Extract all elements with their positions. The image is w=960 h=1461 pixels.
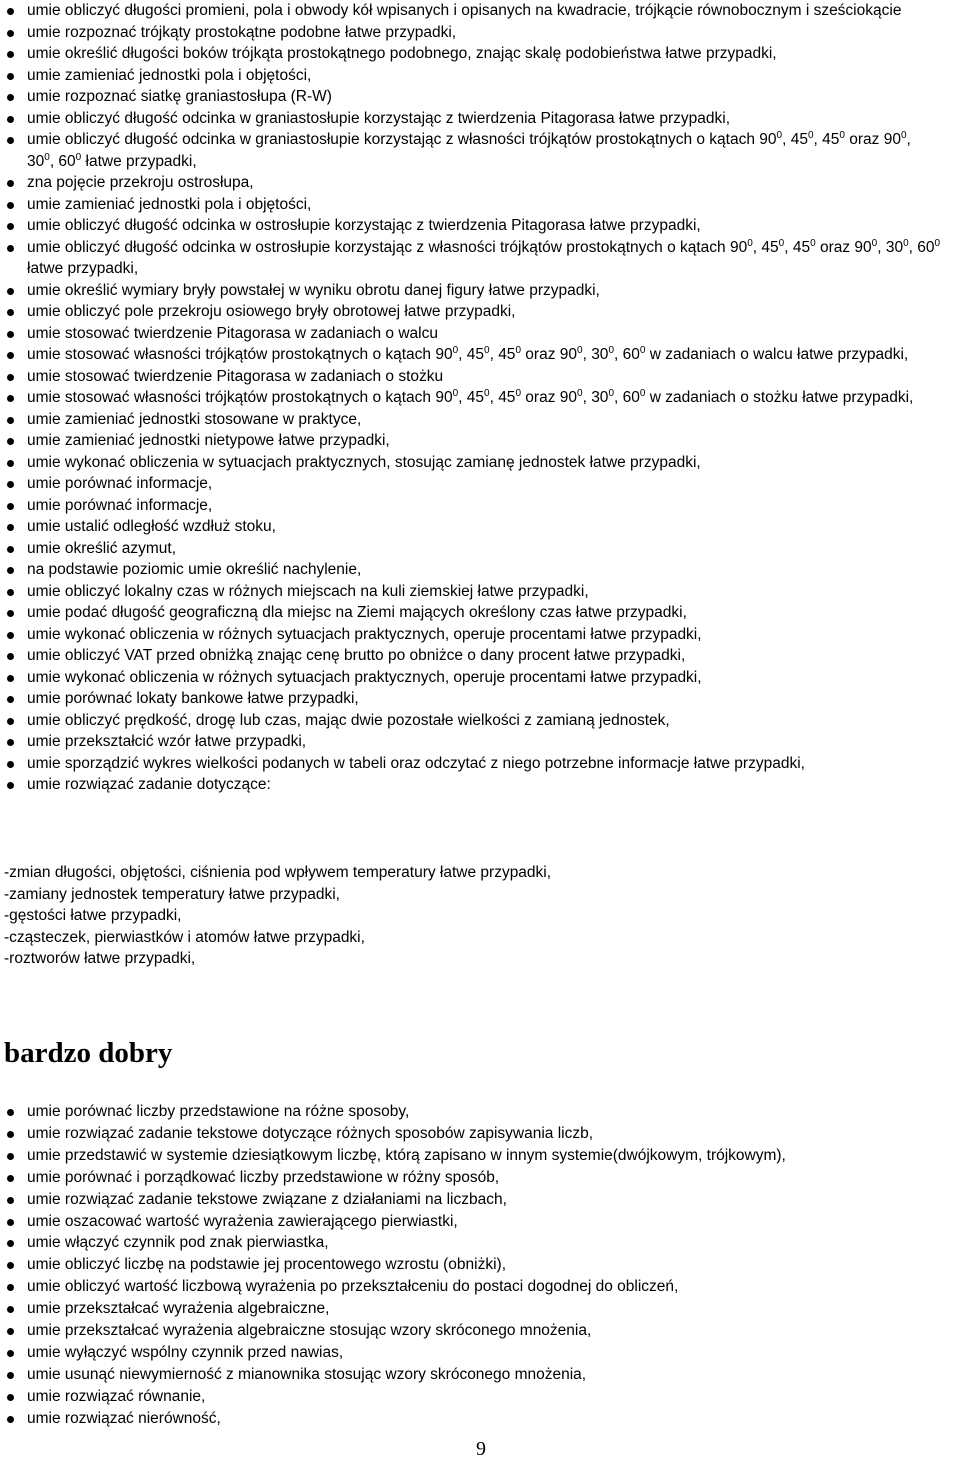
list-item: umie rozwiązać zadanie dotyczące: <box>5 774 941 796</box>
list-item: umie wykonać obliczenia w różnych sytuacjach praktycznych, operuje procentami łatwe przypadki, <box>5 624 941 646</box>
list-item: umie rozpoznać trójkąty prostokątne podobne łatwe przypadki, <box>5 22 941 44</box>
list-item: umie wykonać obliczenia w różnych sytuacjach praktycznych, operuje procentami łatwe przypadki, <box>5 667 941 689</box>
dash-list <box>4 862 954 970</box>
list-item: umie rozpoznać siatkę graniastosłupa (R-W) <box>5 86 941 108</box>
list-item: na podstawie poziomic umie określić nachylenie, <box>5 559 941 581</box>
list-item: umie przekształcać wyrażenia algebraiczne stosując wzory skróconego mnożenia, <box>5 1320 941 1342</box>
dash-item: -zmian długości, objętości, ciśnienia pod wpływem temperatury łatwe przypadki, <box>4 864 552 881</box>
list-item: umie porównać informacje, <box>5 495 941 517</box>
list-item: umie rozwiązać równanie, <box>5 1386 941 1408</box>
dash-item: -roztworów łatwe przypadki, <box>4 950 196 967</box>
list-item: umie porównać i porządkować liczby przedstawione w różny sposób, <box>5 1167 941 1189</box>
list-item: umie porównać liczby przedstawione na różne sposoby, <box>5 1101 941 1123</box>
list-item: umie ustalić odległość wzdłuż stoku, <box>5 516 941 538</box>
requirements-list-section1 <box>5 0 955 796</box>
list-item: umie określić azymut, <box>5 538 941 560</box>
requirements-list-section2 <box>5 1101 955 1430</box>
list-item: umie stosować twierdzenie Pitagorasa w zadaniach o walcu <box>5 323 941 345</box>
list-item: umie obliczyć długość odcinka w ostrosłupie korzystając z własności trójkątów prostokątnych o kątach $90^0$, $45^0$, $45^0$ oraz $90^0$, $30^0$, $60^0$ łatwe przypadki, <box>5 237 941 280</box>
dash-item: -zamiany jednostek temperatury łatwe przypadki, <box>4 885 340 903</box>
list-item: umie wyłączyć wspólny czynnik przed nawias, <box>5 1342 941 1364</box>
list-item: umie rozwiązać zadanie tekstowe związane z działaniami na liczbach, <box>5 1189 941 1211</box>
list-item: umie obliczyć lokalny czas w różnych miejscach na kuli ziemskiej łatwe przypadki, <box>5 581 941 603</box>
list-item: umie włączyć czynnik pod znak pierwiastka, <box>5 1232 941 1254</box>
list-item: umie stosować własności trójkątów prostokątnych o kątach $90^0$, $45^0$, $45^0$ oraz $90^0$, $30^0$, $60^0$ w zadaniach o walcu łatwe przypadki, <box>5 344 941 366</box>
list-item: umie obliczyć długość odcinka w graniastosłupie korzystając z własności trójkątów prostokątnych o kątach $90^0$, $45^0$, $45^0$ oraz $90^0$, $30^0$, $60^0$ łatwe przypadki, <box>5 129 941 172</box>
list-item: umie zamieniać jednostki nietypowe łatwe przypadki, <box>5 430 941 452</box>
list-item: umie określić długości boków trójkąta prostokątnego podobnego, znając skalę podobieństwa łatwe przypadki, <box>5 43 941 65</box>
list-item: umie obliczyć długość odcinka w graniastosłupie korzystając z twierdzenia Pitagorasa łatwe przypadki, <box>5 108 941 130</box>
list-item: umie porównać informacje, <box>5 473 941 495</box>
list-item: umie usunąć niewymierność z mianownika stosując wzory skróconego mnożenia, <box>5 1364 941 1386</box>
list-item: umie rozwiązać nierówność, <box>5 1408 941 1430</box>
list-item: umie zamieniać jednostki stosowane w praktyce, <box>5 409 941 431</box>
list-item: umie obliczyć pole przekroju osiowego bryły obrotowej łatwe przypadki, <box>5 301 941 323</box>
list-item: umie stosować własności trójkątów prostokątnych o kątach $90^0$, $45^0$, $45^0$ oraz $90^0$, $30^0$, $60^0$ w zadaniach o stożku łatwe przypadki, <box>5 387 941 409</box>
list-item: umie zamieniać jednostki pola i objętości, <box>5 65 941 87</box>
list-item: umie podać długość geograficzną dla miejsc na Ziemi mających określony czas łatwe przypadki, <box>5 602 941 624</box>
list-item: umie sporządzić wykres wielkości podanych w tabeli oraz odczytać z niego potrzebne informacje łatwe przypadki, <box>5 753 941 775</box>
list-item: umie porównać lokaty bankowe łatwe przypadki, <box>5 688 941 710</box>
list-item: umie zamieniać jednostki pola i objętości, <box>5 194 941 216</box>
list-item: umie oszacować wartość wyrażenia zawierającego pierwiastki, <box>5 1211 941 1233</box>
list-item: umie obliczyć długość odcinka w ostrosłupie korzystając z twierdzenia Pitagorasa łatwe przypadki, <box>5 215 941 237</box>
dash-item: -gęstości łatwe przypadki, <box>4 907 182 924</box>
list-item: umie rozwiązać zadanie tekstowe dotyczące różnych sposobów zapisywania liczb, <box>5 1123 941 1145</box>
list-item: umie obliczyć VAT przed obniżką znając cenę brutto po obniżce o dany procent łatwe przypadki, <box>5 645 941 667</box>
list-item: umie stosować twierdzenie Pitagorasa w zadaniach o stożku <box>5 366 941 388</box>
list-item: umie obliczyć wartość liczbową wyrażenia po przekształceniu do postaci dogodnej do obliczeń, <box>5 1276 941 1298</box>
list-item: umie przekształcić wzór łatwe przypadki, <box>5 731 941 753</box>
list-item: umie przedstawić w systemie dziesiątkowym liczbę, którą zapisano w innym systemie(dwójkowym, trójkowym), <box>5 1145 941 1167</box>
list-item: umie przekształcać wyrażenia algebraiczne, <box>5 1298 941 1320</box>
list-item: umie obliczyć prędkość, drogę lub czas, mając dwie pozostałe wielkości z zamianą jednostek, <box>5 710 941 732</box>
dash-item: -cząsteczek, pierwiastków i atomów łatwe przypadki, <box>4 928 365 946</box>
list-item: umie obliczyć długości promieni, pola i obwody kół wpisanych i opisanych na kwadracie, trójkącie równobocznym i sześciokącie <box>5 0 941 22</box>
list-item: umie określić wymiary bryły powstałej w wyniku obrotu danej figury łatwe przypadki, <box>5 280 941 302</box>
section-heading-bardzo-dobry: bardzo dobry <box>4 1037 173 1069</box>
list-item: umie wykonać obliczenia w sytuacjach praktycznych, stosując zamianę jednostek łatwe przypadki, <box>5 452 941 474</box>
list-item: umie obliczyć liczbę na podstawie jej procentowego wzrostu (obniżki), <box>5 1254 941 1276</box>
page-number: 9 <box>476 1438 486 1460</box>
list-item: zna pojęcie przekroju ostrosłupa, <box>5 172 941 194</box>
